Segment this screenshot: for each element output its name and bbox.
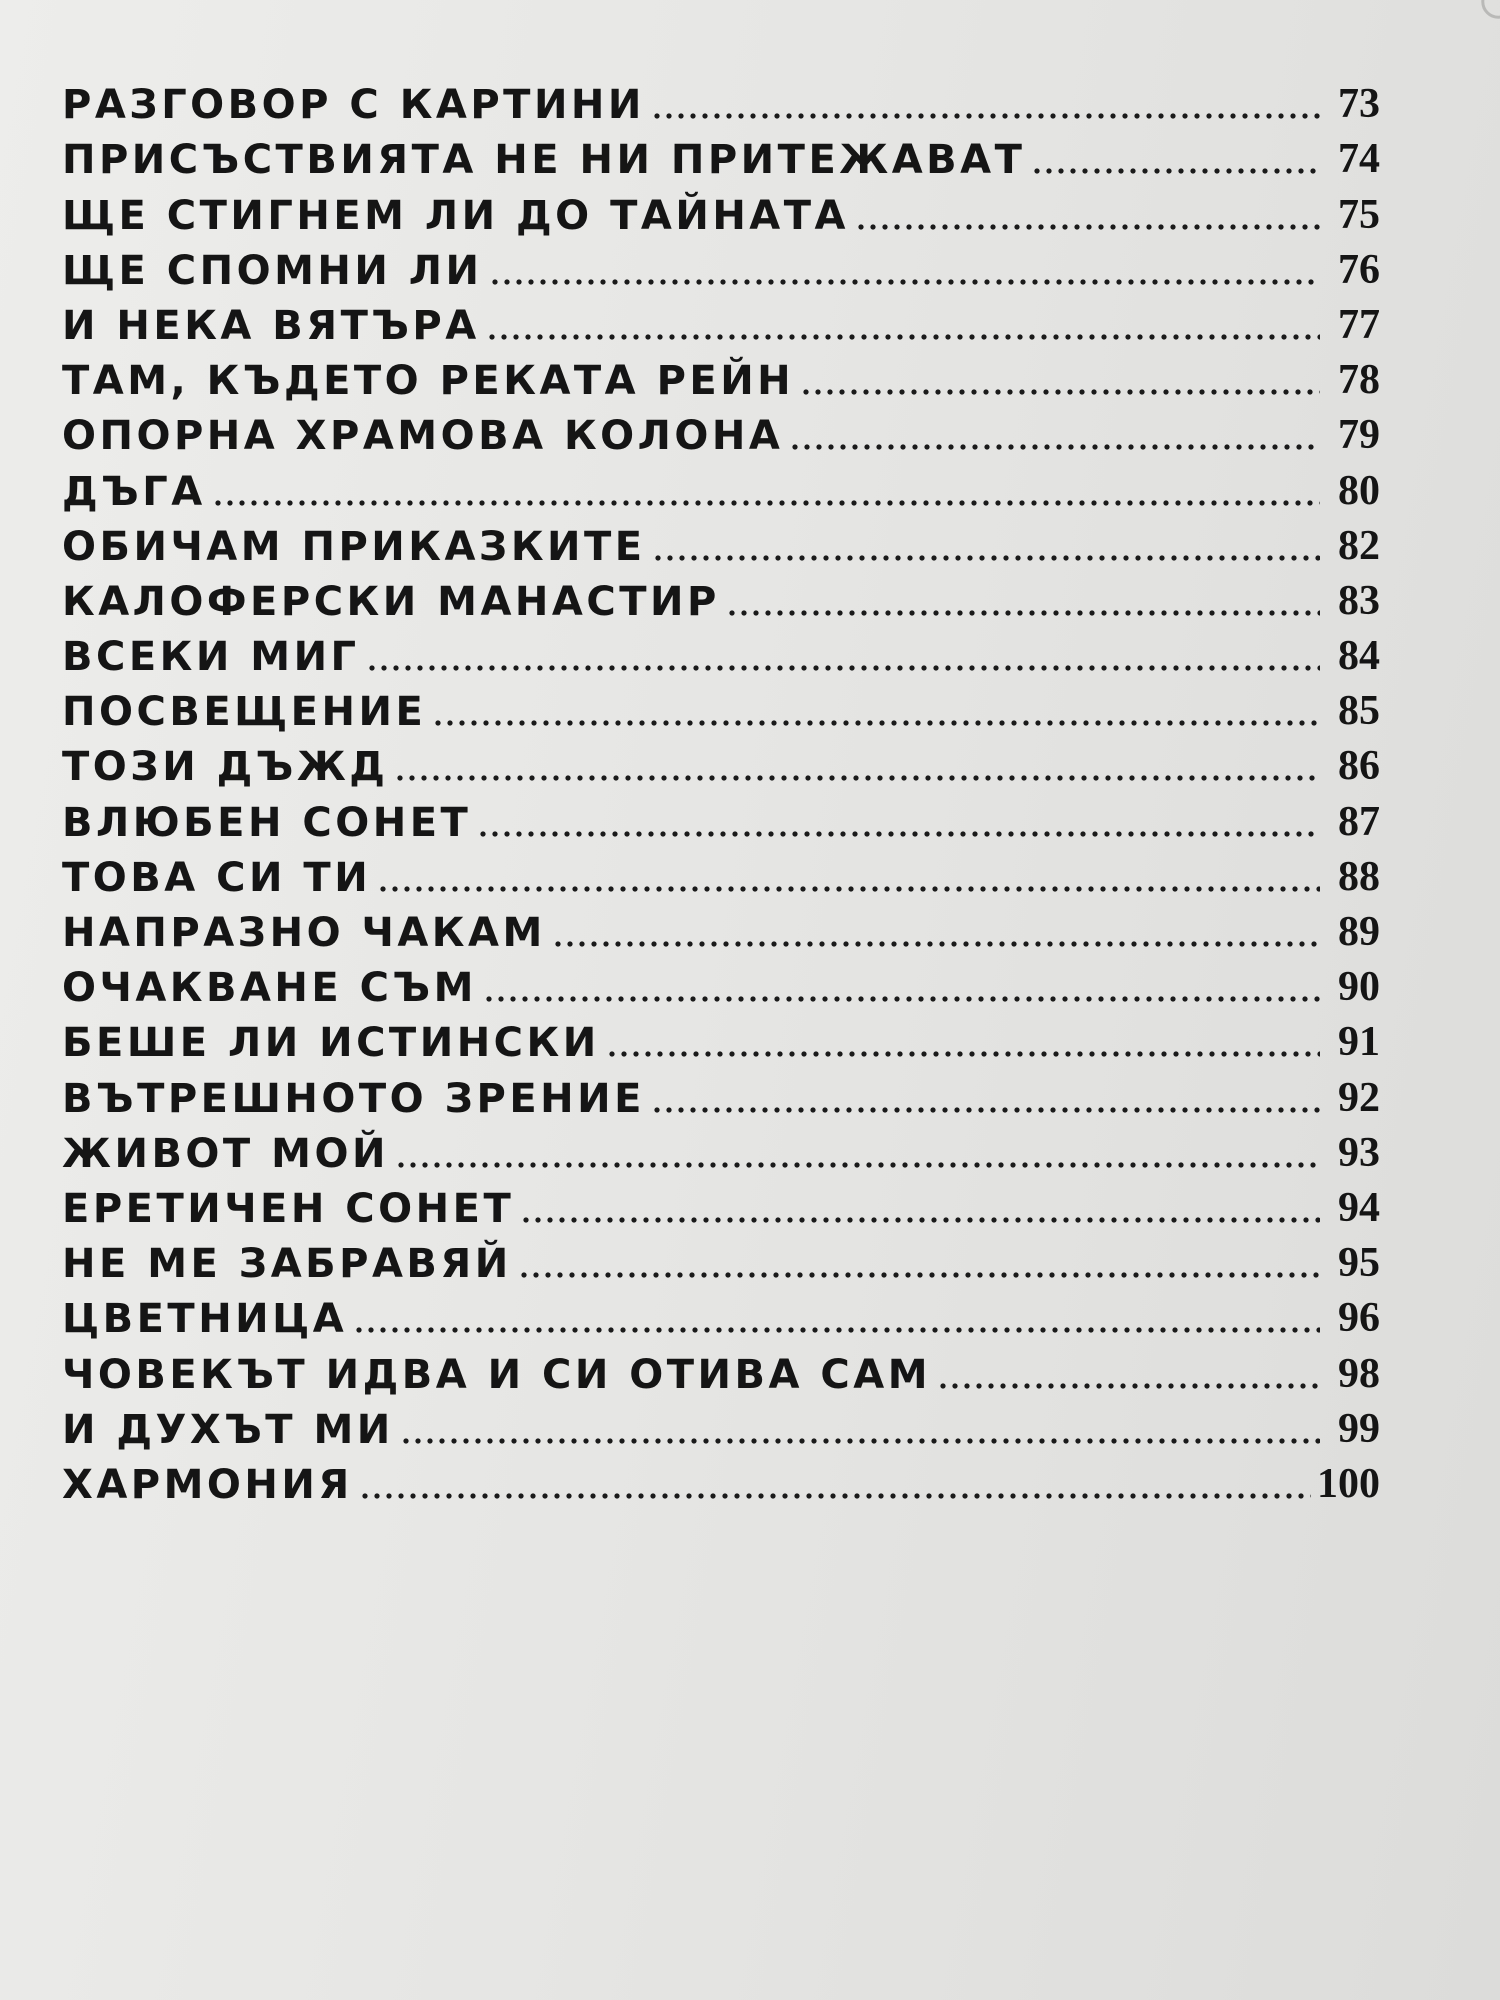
toc-leader-dots <box>359 1493 1311 1499</box>
toc-entry <box>62 567 1380 625</box>
toc-entry-title: ЦВЕТНИЦА <box>62 1296 348 1343</box>
toc-entry <box>62 1229 1380 1288</box>
toc-entry <box>62 346 1380 405</box>
toc-entry-page: 78 <box>1338 357 1380 404</box>
toc-entry <box>62 677 1380 736</box>
toc-leader-dots <box>789 444 1320 450</box>
toc-entry <box>62 291 1380 349</box>
page-corner-mark <box>1481 0 1500 19</box>
toc-entry <box>62 787 1380 846</box>
toc-leader-dots <box>520 1217 1320 1223</box>
toc-entry <box>62 843 1380 901</box>
toc-entry <box>62 898 1380 956</box>
toc-entry-title: БЕШЕ ЛИ ИСТИНСКИ <box>62 1020 600 1067</box>
toc-entry-title: ЩЕ СТИГНЕМ ЛИ ДО ТАЙНАТА <box>62 192 849 239</box>
toc-entry-title: ЕРЕТИЧЕН СОНЕТ <box>62 1185 515 1232</box>
toc-entry-page: 86 <box>1338 743 1380 790</box>
toc-entry-title: ТОВА СИ ТИ <box>62 854 372 901</box>
toc-leader-dots <box>518 1272 1320 1278</box>
toc-entry-page: 80 <box>1338 467 1380 514</box>
toc-entry-title: ЖИВОТ МОЙ <box>62 1130 389 1177</box>
toc-entry-page: 100 <box>1317 1460 1380 1507</box>
toc-leader-dots <box>652 555 1320 561</box>
toc-entry <box>62 622 1380 681</box>
toc-entry-title: РАЗГОВОР С КАРТИНИ <box>62 82 645 129</box>
toc-leader-dots <box>483 996 1320 1002</box>
toc-entry <box>62 401 1380 460</box>
toc-leader-dots <box>212 500 1320 506</box>
toc-leader-dots <box>432 720 1320 726</box>
toc-leader-dots <box>855 224 1320 230</box>
toc-entry <box>62 1339 1380 1398</box>
toc-leader-dots <box>726 610 1320 616</box>
toc-leader-dots <box>353 1327 1320 1333</box>
toc-entry-title: И ДУХЪТ МИ <box>62 1406 394 1453</box>
toc-entry-page: 90 <box>1338 964 1380 1011</box>
toc-entry-title: ВЛЮБЕН СОНЕТ <box>62 799 472 846</box>
toc-entry <box>62 70 1380 129</box>
toc-entry-title: ТОЗИ ДЪЖД <box>62 744 389 791</box>
toc-entry-title: ДЪГА <box>62 468 206 515</box>
toc-entry-title: ПОСВЕЩЕНИЕ <box>62 689 427 736</box>
toc-entry <box>62 1284 1380 1343</box>
toc-leader-dots <box>394 775 1320 781</box>
toc-entry-page: 79 <box>1338 412 1380 459</box>
toc-leader-dots <box>489 279 1321 285</box>
toc-entry-page: 93 <box>1338 1129 1380 1176</box>
toc-entry-page: 89 <box>1338 909 1380 955</box>
toc-entry-title: ОЧАКВАНЕ СЪМ <box>62 965 477 1012</box>
toc-entry-title: ВСЕКИ МИГ <box>62 634 360 681</box>
toc-entry <box>62 1174 1380 1232</box>
toc-entry-page: 74 <box>1338 136 1380 183</box>
toc-entry-page: 92 <box>1338 1074 1380 1121</box>
toc-entry <box>62 1063 1380 1122</box>
toc-entry-title: ОБИЧАМ ПРИКАЗКИТЕ <box>62 523 646 570</box>
toc-leader-dots <box>377 886 1320 892</box>
toc-entry-title: НАПРАЗНО ЧАКАМ <box>62 910 546 956</box>
toc-entry-page: 98 <box>1338 1350 1380 1397</box>
toc-entry-page: 88 <box>1338 853 1380 900</box>
toc-entry-title: НЕ МЕ ЗАБРАВЯЙ <box>62 1241 512 1288</box>
table-of-contents <box>62 70 1380 1508</box>
toc-leader-dots <box>800 389 1320 395</box>
toc-entry-title: ОПОРНА ХРАМОВА КОЛОНА <box>62 413 784 460</box>
toc-entry <box>62 1119 1380 1177</box>
toc-entry-page: 73 <box>1338 81 1380 128</box>
toc-entry-title: ТАМ, КЪДЕТО РЕКАТА РЕЙН <box>62 358 795 405</box>
toc-entry-title: ВЪТРЕШНОТО ЗРЕНИЕ <box>62 1075 645 1122</box>
toc-entry <box>62 953 1380 1012</box>
toc-entry <box>62 732 1380 791</box>
toc-entry-title: ПРИСЪСТВИЯТА НЕ НИ ПРИТЕЖАВАТ <box>62 137 1026 184</box>
toc-entry-page: 87 <box>1338 798 1380 845</box>
toc-entry-title: ЧОВЕКЪТ ИДВА И СИ ОТИВА САМ <box>62 1351 932 1398</box>
toc-entry-page: 96 <box>1338 1295 1380 1342</box>
toc-leader-dots <box>651 1107 1320 1113</box>
toc-leader-dots <box>400 1438 1320 1444</box>
toc-entry-page: 95 <box>1338 1240 1380 1287</box>
toc-entry <box>62 125 1380 184</box>
toc-entry <box>62 1008 1380 1067</box>
toc-leader-dots <box>1031 168 1320 174</box>
toc-leader-dots <box>937 1383 1320 1389</box>
toc-entry-page: 85 <box>1338 688 1380 735</box>
toc-leader-dots <box>477 831 1320 837</box>
toc-leader-dots <box>651 113 1320 119</box>
toc-leader-dots <box>486 334 1320 340</box>
toc-entry <box>62 1450 1380 1508</box>
toc-leader-dots <box>366 665 1320 671</box>
toc-entry-page: 82 <box>1338 522 1380 569</box>
toc-entry-title: ХАРМОНИЯ <box>62 1461 353 1508</box>
toc-leader-dots <box>606 1051 1320 1057</box>
toc-entry <box>62 180 1380 239</box>
toc-entry <box>62 512 1380 570</box>
toc-entry-page: 99 <box>1338 1405 1380 1452</box>
toc-entry-page: 75 <box>1338 191 1380 238</box>
toc-entry-page: 83 <box>1338 577 1380 624</box>
toc-entry-title: КАЛОФЕРСКИ МАНАСТИР <box>62 578 720 625</box>
toc-entry-page: 77 <box>1338 301 1380 348</box>
toc-entry <box>62 456 1380 515</box>
toc-entry-page: 76 <box>1338 246 1380 293</box>
toc-entry-page: 91 <box>1338 1019 1380 1066</box>
toc-entry-page: 84 <box>1338 633 1380 680</box>
toc-leader-dots <box>395 1162 1320 1168</box>
toc-entry <box>62 236 1380 294</box>
toc-entry-title: И НЕКА ВЯТЪРА <box>62 302 480 349</box>
toc-leader-dots <box>552 941 1320 947</box>
toc-entry-page: 94 <box>1338 1184 1380 1231</box>
toc-entry <box>62 1395 1380 1453</box>
toc-entry-title: ЩЕ СПОМНИ ЛИ <box>62 247 483 294</box>
